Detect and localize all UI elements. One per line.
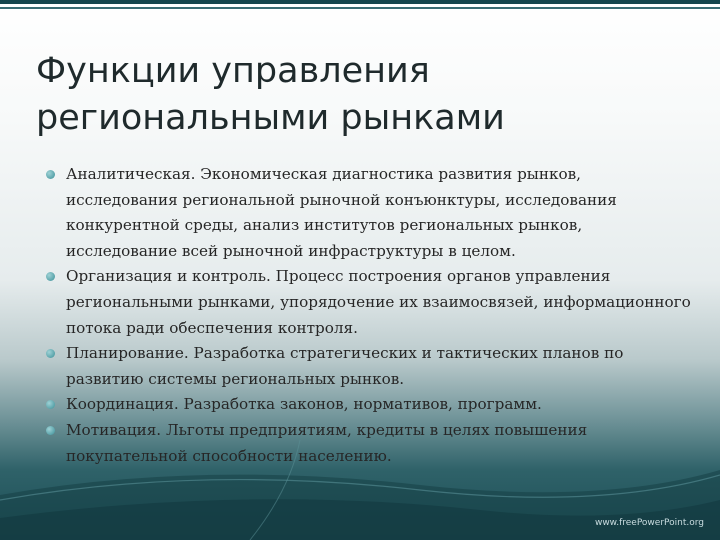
bullet-dot-icon xyxy=(46,400,55,409)
bullet-text: Организация и контроль. Процесс построения органов управления региональными рынками, упорядочение их взаимосвязей, информационного потока ради обеспечения контроля. xyxy=(66,267,691,337)
bullet-dot-icon xyxy=(46,272,55,281)
bullet-item-motivation xyxy=(46,418,696,469)
bullet-item-organization xyxy=(46,264,696,341)
bullet-text: Мотивация. Льготы предприятиям, кредиты в целях повышения покупательной способности населению. xyxy=(66,420,588,465)
title-line-1: Функции управления xyxy=(36,51,430,91)
bullet-item-planning xyxy=(46,341,696,392)
bullet-dot-icon xyxy=(46,170,55,179)
bullet-dot-icon xyxy=(46,426,55,435)
top-divider-line xyxy=(0,7,720,9)
slide-title xyxy=(36,48,696,142)
bullet-dot-icon xyxy=(46,349,55,358)
title-line-2: региональными рынками xyxy=(36,98,505,138)
watermark: www.freePowerPoint.org xyxy=(594,518,704,528)
top-bar xyxy=(0,0,720,4)
bullet-item-analytical xyxy=(46,162,696,264)
bullet-text: Планирование. Разработка стратегических и тактических планов по развитию системы региональных рынков. xyxy=(66,344,624,388)
bullet-list xyxy=(46,162,696,469)
bullet-text: Координация. Разработка законов, нормативов, программ. xyxy=(66,395,542,414)
bullet-text: Аналитическая. Экономическая диагностика развития рынков, исследования региональной рыночной конъюнктуры, исследования конкурентной среды, анализ институтов региональных рынков, исследование всей рыночной инфраструктуры в целом. xyxy=(66,165,617,260)
bullet-item-coordination xyxy=(46,392,696,418)
